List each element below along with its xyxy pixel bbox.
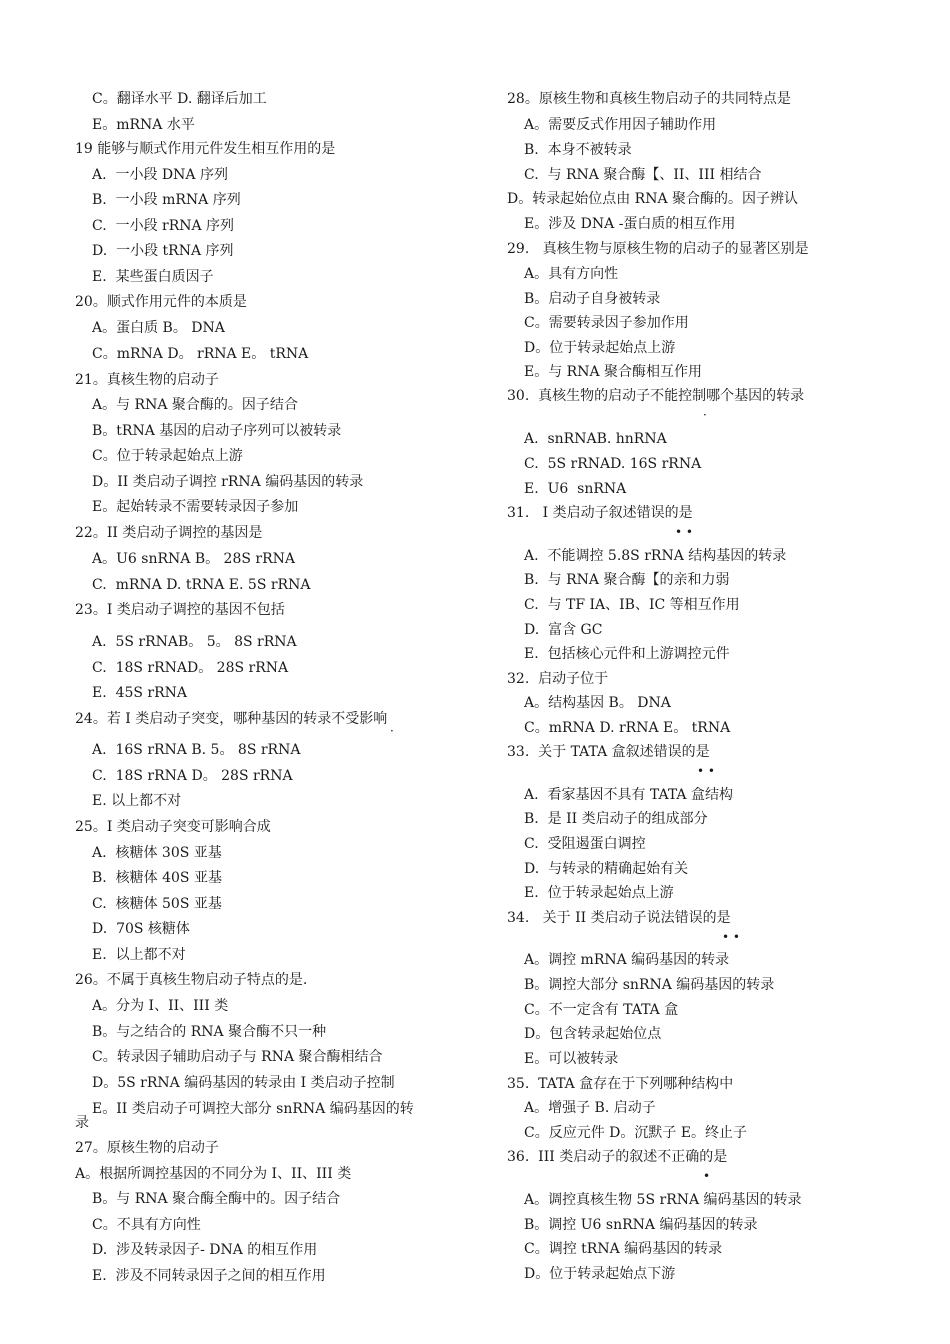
text-line: B。调控 U6 snRNA 编码基因的转录 bbox=[524, 1217, 758, 1233]
text-line: A. 5S rRNAB。 5。 8S rRNA bbox=[92, 634, 297, 650]
question-30: 30. 真核生物的启动子不能控制哪个基因的转录 bbox=[507, 388, 805, 404]
question-21: 21。真核生物的启动子 bbox=[75, 372, 219, 388]
text-line: C。反应元件 D。沉默子 E。终止子 bbox=[524, 1125, 748, 1141]
text-line: B。tRNA 基因的启动子序列可以被转录 bbox=[92, 423, 342, 439]
text-line: B。调控大部分 snRNA 编码基因的转录 bbox=[524, 977, 775, 993]
text-line: B. 一小段 mRNA 序列 bbox=[92, 192, 241, 208]
text-line: A. 16S rRNA B. 5。 8S rRNA bbox=[92, 742, 301, 758]
question-36: 36. III 类启动子的叙述不正确的是 bbox=[507, 1149, 728, 1165]
text-line: C. 核糖体 50S 亚基 bbox=[92, 896, 222, 912]
text-line: E. 某些蛋白质因子 bbox=[92, 269, 214, 285]
text-line: A。结构基因 B。 DNA bbox=[524, 695, 671, 711]
text-line: D. 涉及转录因子- DNA 的相互作用 bbox=[92, 1242, 318, 1258]
text-line: E. 包括核心元件和上游调控元件 bbox=[524, 646, 730, 662]
text-line: C。不一定含有 TATA 盒 bbox=[524, 1002, 679, 1018]
text-line: A。蛋白质 B。 DNA bbox=[92, 320, 225, 336]
text-line: D。5S rRNA 编码基因的转录由 I 类启动子控制 bbox=[92, 1075, 395, 1091]
text-line: C. 18S rRNAD。 28S rRNA bbox=[92, 660, 289, 676]
question-26: 26。不属于真核生物启动子特点的是. bbox=[75, 972, 308, 988]
text-line: E. 以上都不对 bbox=[92, 947, 186, 963]
text-line: B。启动子自身被转录 bbox=[524, 291, 661, 307]
text-line: C. 受阻遏蛋白调控 bbox=[524, 836, 646, 852]
text-line: D。包含转录起始位点 bbox=[524, 1026, 662, 1042]
text-line: A. 一小段 DNA 序列 bbox=[92, 167, 228, 183]
question-31: 31. I 类启动子叙述错误的是 bbox=[507, 505, 693, 521]
text-line: A。调控真核生物 5S rRNA 编码基因的转录 bbox=[524, 1192, 802, 1208]
question-33: 33. 关于 TATA 盒叙述错误的是 bbox=[507, 744, 710, 760]
text-line: C. 5S rRNAD. 16S rRNA bbox=[524, 456, 702, 472]
emphasis-dot: • • bbox=[697, 764, 715, 778]
text-line: C。位于转录起始点上游 bbox=[92, 448, 243, 464]
text-line: B. 核糖体 40S 亚基 bbox=[92, 870, 222, 886]
text-line: D. 一小段 tRNA 序列 bbox=[92, 243, 234, 259]
text-line: D。II 类启动子调控 rRNA 编码基因的转录 bbox=[92, 474, 364, 490]
text-line: A。具有方向性 bbox=[524, 266, 619, 282]
question-34: 34. 关于 II 类启动子说法错误的是 bbox=[507, 910, 731, 926]
text-line: D。位于转录起始点下游 bbox=[524, 1266, 676, 1282]
emphasis-dot: • • bbox=[722, 930, 740, 944]
text-line: E. U6 snRNA bbox=[524, 481, 627, 497]
text-line: C. mRNA D. tRNA E. 5S rRNA bbox=[92, 577, 311, 593]
text-line: E。与 RNA 聚合酶相互作用 bbox=[524, 364, 703, 380]
text-line: C。不具有方向性 bbox=[92, 1217, 201, 1233]
text-line: E。起始转录不需要转录因子参加 bbox=[92, 499, 299, 515]
text-line: C. 与 RNA 聚合酶【、II、III 相结合 bbox=[524, 167, 762, 183]
text-line: B. 本身不被转录 bbox=[524, 142, 632, 158]
text-line: E。涉及 DNA -蛋白质的相互作用 bbox=[524, 216, 736, 232]
emphasis-dot: · bbox=[703, 408, 707, 422]
text-line: A。增强子 B. 启动子 bbox=[524, 1100, 656, 1116]
text-line: A. snRNAB. hnRNA bbox=[524, 431, 667, 447]
text-line: B. 是 II 类启动子的组成部分 bbox=[524, 811, 708, 827]
text-line: B。与之结合的 RNA 聚合酶不只一种 bbox=[92, 1024, 327, 1040]
text-line: C. 18S rRNA D。 28S rRNA bbox=[92, 768, 293, 784]
text-line: E。可以被转录 bbox=[524, 1051, 619, 1067]
text-line: B. 与 RNA 聚合酶【的亲和力弱 bbox=[524, 572, 730, 588]
text-line: E。mRNA 水平 bbox=[92, 117, 195, 133]
question-32: 32. 启动子位于 bbox=[507, 671, 609, 687]
text-line: C. 与 TF IA、IB、IC 等相互作用 bbox=[524, 597, 740, 613]
emphasis-dot: · bbox=[390, 724, 394, 738]
question-25: 25。I 类启动子突变可影响合成 bbox=[75, 819, 271, 835]
text-line: C。需要转录因子参加作用 bbox=[524, 315, 689, 331]
text-line: A. 看家基因不具有 TATA 盒结构 bbox=[524, 787, 733, 803]
emphasis-dot: • • bbox=[675, 525, 693, 539]
text-line: 录 bbox=[75, 1115, 89, 1131]
question-19: 19 能够与顺式作用元件发生相互作用的是 bbox=[75, 141, 336, 157]
question-24: 24。若 I 类启动子突变，哪种基因的转录不受影响 bbox=[75, 711, 388, 727]
text-line: B。与 RNA 聚合酶全酶中的。因子结合 bbox=[92, 1191, 341, 1207]
question-22: 22。II 类启动子调控的基因是 bbox=[75, 525, 263, 541]
text-line: D. 富含 GC bbox=[524, 622, 603, 638]
text-line: A. 不能调控 5.8S rRNA 结构基因的转录 bbox=[524, 548, 787, 564]
text-line: D。转录起始位点由 RNA 聚合酶的。因子辨认 bbox=[507, 191, 799, 207]
text-line: A。分为 I、II、III 类 bbox=[92, 998, 229, 1014]
text-line: C。转录因子辅助启动子与 RNA 聚合酶相结合 bbox=[92, 1049, 383, 1065]
text-line: E. 位于转录起始点上游 bbox=[524, 885, 674, 901]
text-line: E。II 类启动子可调控大部分 snRNA 编码基因的转 bbox=[92, 1101, 414, 1117]
text-line: C。翻译水平 D. 翻译后加工 bbox=[92, 91, 267, 107]
text-line: A. 核糖体 30S 亚基 bbox=[92, 845, 222, 861]
text-line: A。与 RNA 聚合酶的。因子结合 bbox=[92, 397, 298, 413]
text-line: C。mRNA D。 rRNA E。 tRNA bbox=[92, 346, 309, 362]
question-29: 29. 真核生物与原核生物的启动子的显著区别是 bbox=[507, 241, 809, 257]
text-line: A。根据所调控基因的不同分为 I、II、III 类 bbox=[75, 1166, 352, 1182]
text-line: E. 以上都不对 bbox=[92, 793, 182, 809]
text-line: D. 70S 核糖体 bbox=[92, 921, 190, 937]
text-line: C. 一小段 rRNA 序列 bbox=[92, 218, 235, 234]
question-20: 20。顺式作用元件的本质是 bbox=[75, 294, 247, 310]
text-line: A。需要反式作用因子辅助作用 bbox=[524, 117, 717, 133]
text-line: E. 涉及不同转录因子之间的相互作用 bbox=[92, 1268, 326, 1284]
question-23: 23。I 类启动子调控的基因不包括 bbox=[75, 602, 285, 618]
text-line: E. 45S rRNA bbox=[92, 685, 188, 701]
question-27: 27。原核生物的启动子 bbox=[75, 1140, 219, 1156]
text-line: C。mRNA D. rRNA E。 tRNA bbox=[524, 720, 731, 736]
question-28: 28。原核生物和真核生物启动子的共同特点是 bbox=[507, 91, 791, 107]
text-line: C。调控 tRNA 编码基因的转录 bbox=[524, 1241, 723, 1257]
text-line: A。U6 snRNA B。 28S rRNA bbox=[92, 551, 296, 567]
question-35: 35. TATA 盒存在于下列哪种结构中 bbox=[507, 1076, 734, 1092]
text-line: D。位于转录起始点上游 bbox=[524, 340, 676, 356]
emphasis-dot: • bbox=[703, 1169, 711, 1183]
text-line: D. 与转录的精确起始有关 bbox=[524, 861, 689, 877]
text-line: A。调控 mRNA 编码基因的转录 bbox=[524, 952, 730, 968]
